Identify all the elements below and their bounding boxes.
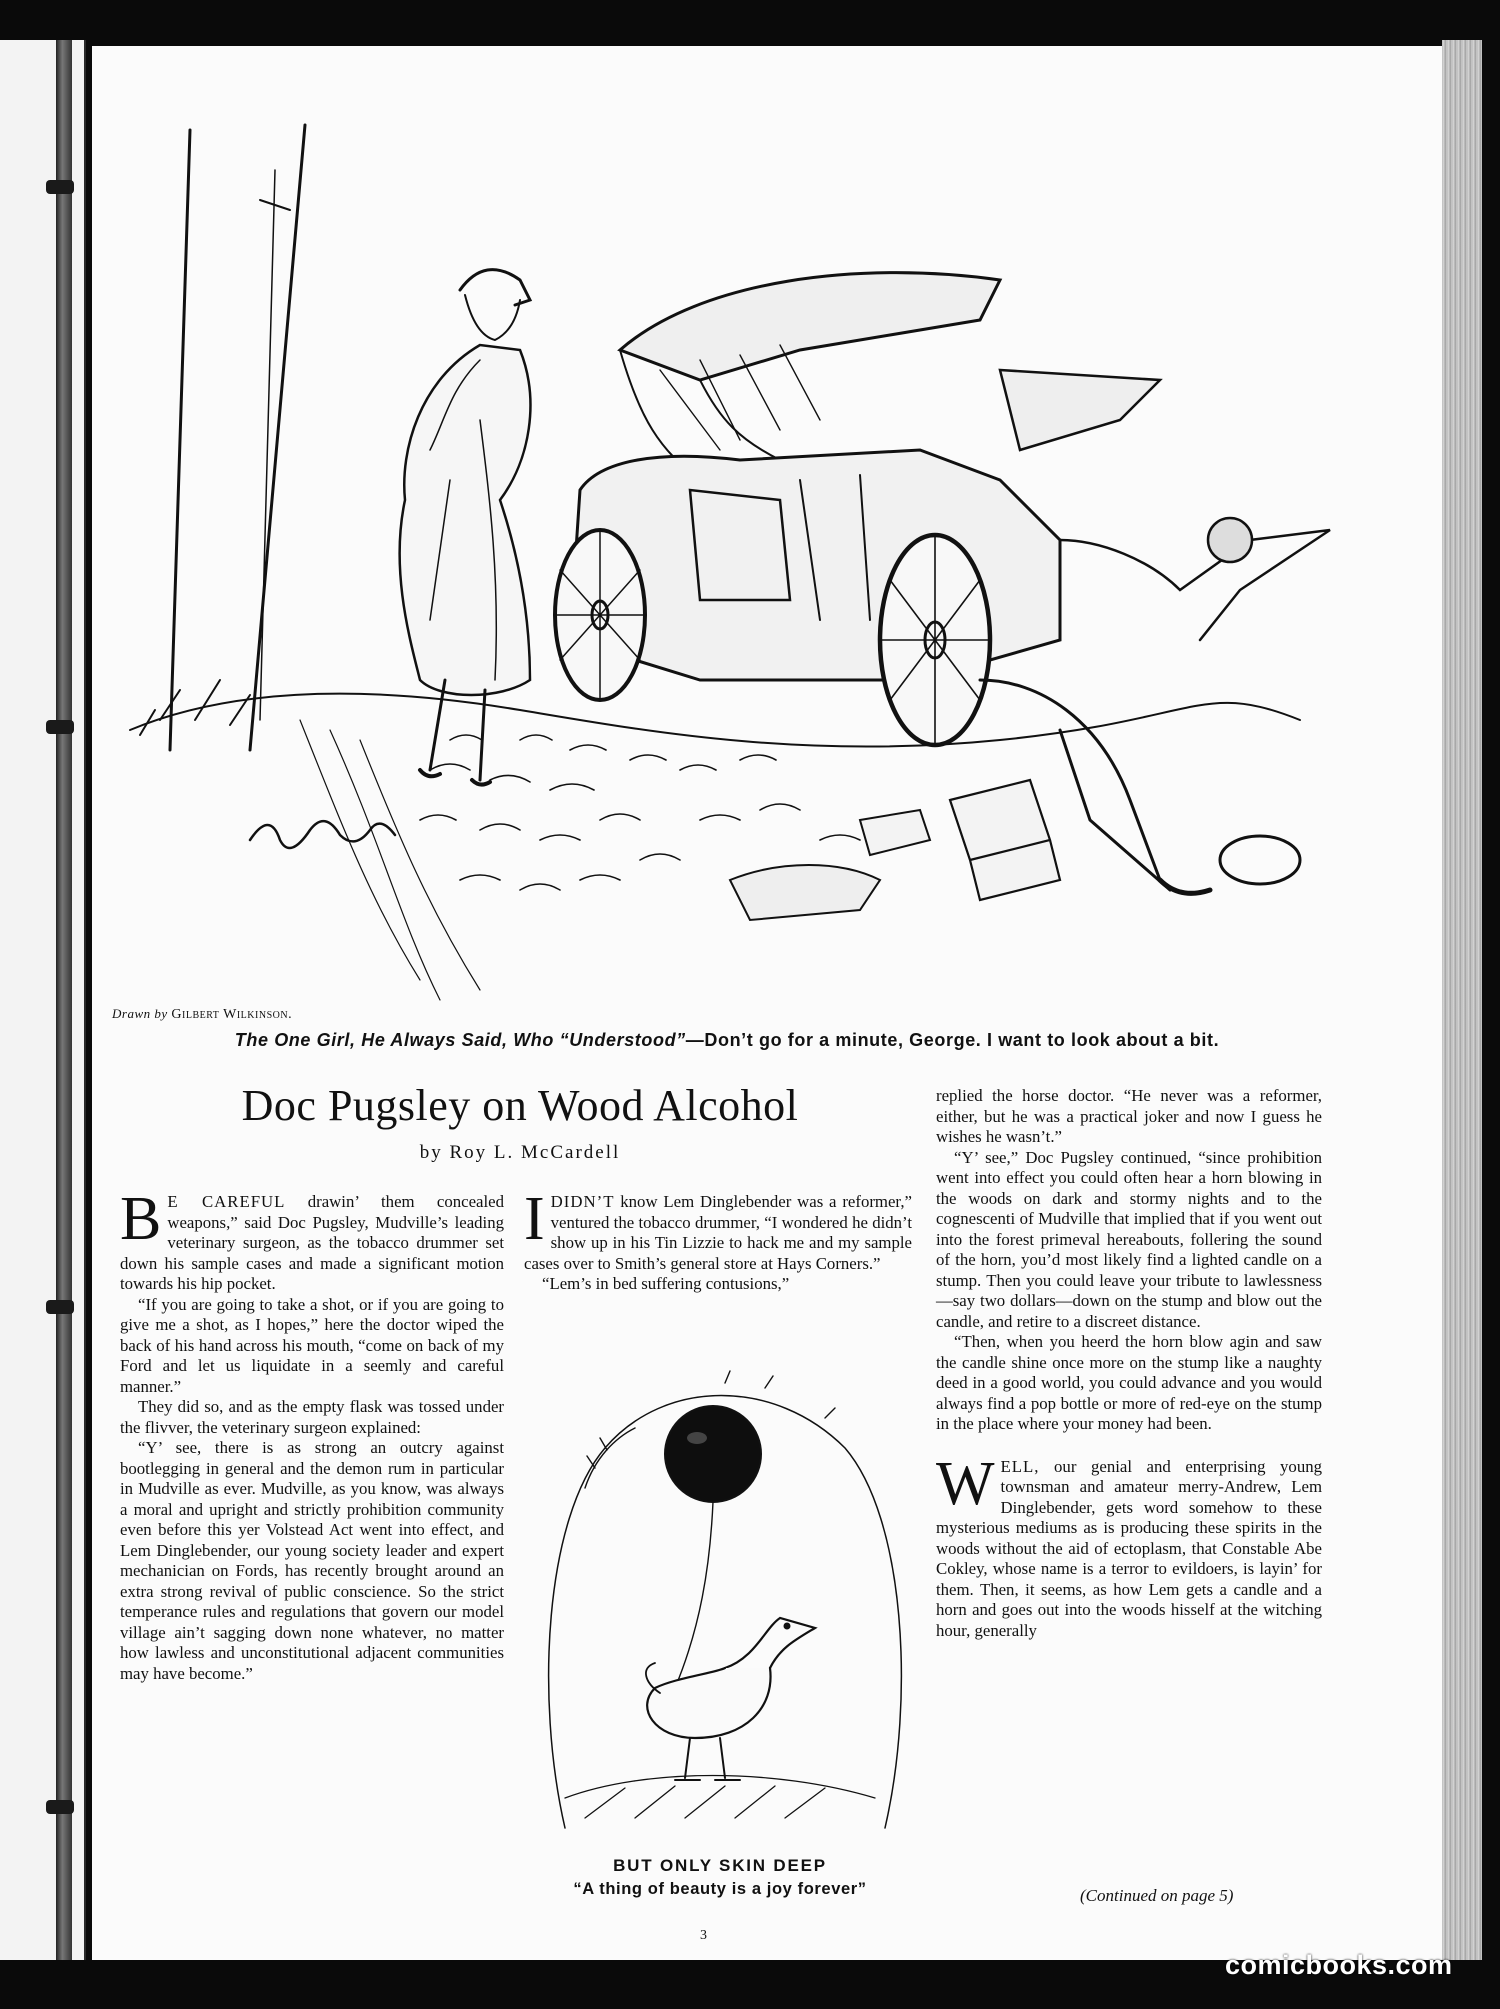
caption-lead: The One Girl, He Always Said, Who “Understood”	[234, 1030, 686, 1050]
page-number: 3	[700, 1928, 707, 1943]
drop-cap: B	[120, 1185, 162, 1253]
binding-ring	[46, 720, 74, 734]
caption-rest: —Don’t go for a minute, George. I want to look about a bit.	[685, 1030, 1220, 1050]
illustration-credit	[112, 1006, 292, 1023]
facing-page-edge	[0, 40, 86, 1960]
site-watermark: comicbooks.com	[1225, 1950, 1453, 1980]
paragraph: IDIDN’T know Lem Dinglebender was a reformer,” ventured the tobacco drummer, “I wondered he didn’t show up in his Tin Lizzie to hack me and my sample cases over to Smith’s general store at Hays Corners.”	[524, 1185, 912, 1273]
credit-artist-name: Gilbert Wilkinson.	[171, 1007, 293, 1022]
article-title: Doc Pugsley on Wood Alcohol	[241, 1081, 799, 1130]
paragraph: replied the horse doctor. “He never was a reformer, either, but he was a practical joker and now I guess he wishes he wasn’t.”	[936, 1086, 1322, 1146]
paragraph: “Then, when you heerd the horn blow agin and saw the candle shine once more on the stump like a naughty deed in a good world, you could advance and you would always find a pop bottle or more of red-eye on the stump in the place where your money had been.	[936, 1332, 1322, 1433]
paragraph: WELL, our genial and enterprising young townsman and amateur merry-Andrew, Lem Dinglebender, gets word somehow to these mysterious mediums as is producing these spirits in the woods without the aid of ectoplasm, that Constable Abe Cokley, whose name is a terror to evildoers, is layin’ for them. Then, it seems, as how Lem gets a candle and a horn and goes out into the woods hisself at the witching hour, generally	[936, 1449, 1322, 1640]
paragraph: They did so, and as the empty flask was tossed under the flivver, the veterinary surgeon explained:	[120, 1397, 504, 1437]
binding-ring	[46, 1800, 74, 1814]
drop-cap: I	[524, 1185, 545, 1253]
binding-ring	[46, 180, 74, 194]
car-wreck-illustration	[100, 120, 1350, 1010]
paragraph: “Lem’s in bed suffering contusions,”	[542, 1274, 790, 1293]
paragraph: “Y’ see, there is as strong an outcry against bootlegging in general and the demon rum in particular in Mudville as ever. Mudville, as you know, was always a moral and upright and strictly prohibition community even before this yer Volstead Act went into effect, and Lem Dinglebender, our young society leader and expert mechanician on Fords, has recently brought around an extra strong revival of public conscience. So the strict temperance rules and regulations that govern our model village ain’t sagging down none whatever, no matter how lawless and unconstitutional adjacent communities may have become.”	[120, 1438, 504, 1683]
paragraph: “If you are going to take a shot, or if you are going to give me a shot, as I hopes,” here the doctor wiped the back of his hand across his mouth, “come on back of my Ford and let us liquidate in a seemly and careful manner.”	[120, 1294, 504, 1396]
article-byline: by Roy L. McCardell	[419, 1142, 621, 1163]
cartoon-title: BUT ONLY SKIN DEEP	[613, 1856, 827, 1875]
paragraph: B E CAREFUL drawin’ them concealed weapons,” said Doc Pugsley, Mudville’s leading veterinary surgeon, as the tobacco drummer set down his sample cases and made a significant motion towards his hip pocket.	[120, 1185, 504, 1293]
book-binding	[56, 40, 72, 1960]
balloon-duck-cartoon	[525, 1368, 915, 1838]
paragraph: “Y’ see,” Doc Pugsley continued, “since prohibition went into effect you could often hear a horn blowing in the woods on dark and stormy nights and to the cognescenti of Mudville that implied that if you went out into the forest primeval hereabouts, follering the sound of the horn, you’d most likely find a lighted candle on a stump. Then you could leave your tribute to lawlessness—say two dollars—down on the stump and blow out the candle, and retire to a discreet distance.	[936, 1147, 1322, 1331]
article-column-2	[524, 1185, 912, 1295]
article-column-1	[120, 1185, 504, 1684]
cartoon-subtitle: “A thing of beauty is a joy forever”	[573, 1880, 867, 1898]
page-stack-edge	[1442, 40, 1482, 1960]
continued-note: (Continued on page 5)	[1080, 1886, 1234, 1905]
article-column-3	[936, 1086, 1322, 1641]
credit-prefix: Drawn by	[112, 1006, 168, 1021]
drop-cap: W	[936, 1449, 995, 1518]
binding-ring	[46, 1300, 74, 1314]
illustration-caption	[112, 1030, 1342, 1051]
